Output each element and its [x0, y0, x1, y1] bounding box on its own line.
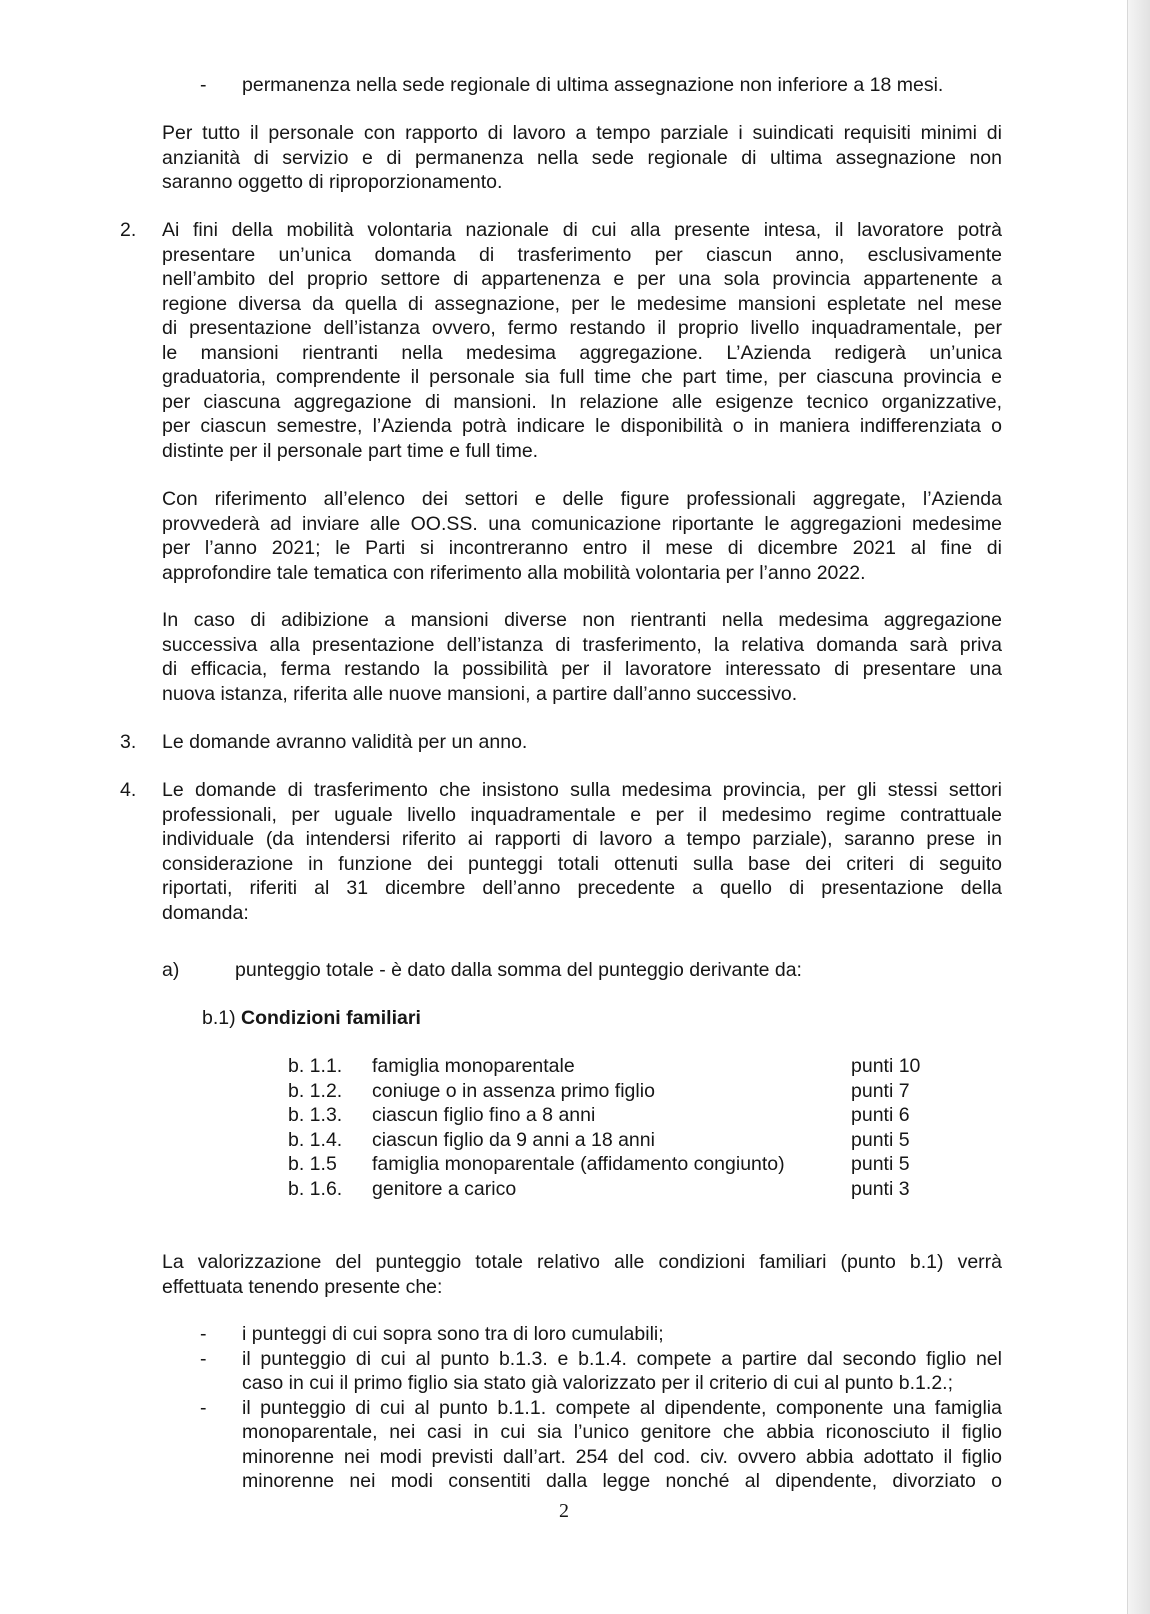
text-line: In caso di adibizione a mansioni diverse non rientranti nella medesima aggregazione [162, 609, 1002, 631]
text-line: professionali, per uguale livello inquadramentale e per il medesimo regime contrattuale [162, 803, 1002, 826]
text-line: Con riferimento all’elenco dei settori e delle figure professionali aggregate, l’Azienda [162, 488, 1002, 510]
row-code: b. 1.2. [288, 1079, 343, 1102]
bullet-text: il punteggio di cui al punto b.1.1. compete al dipendente, componente una famiglia [242, 1396, 1002, 1419]
bullet-text: caso in cui il primo figlio sia stato già valorizzato per il criterio di cui al punto b.1.2.; [242, 1372, 953, 1394]
text-line: di presentazione dell’istanza ovvero, fermo restando il proprio livello inquadramentale, per [162, 317, 1002, 339]
row-points: punti 7 [851, 1079, 910, 1102]
text-line: saranno oggetto di riproporzionamento. [162, 171, 503, 193]
row-description: coniuge o in assenza primo figlio [372, 1079, 655, 1102]
row-points: punti 5 [851, 1153, 910, 1175]
bullet-text: monoparentale, nei casi in cui sia l’unico genitore che abbia riconosciuto il figlio [242, 1421, 1002, 1443]
text-line: distinte per il personale part time e full time. [162, 439, 539, 462]
bullet-dash: - [200, 74, 207, 96]
row-code: b. 1.6. [288, 1177, 343, 1200]
row-description: ciascun figlio fino a 8 anni [372, 1104, 596, 1126]
bullet-text: il punteggio di cui al punto b.1.3. e b.1.4. compete a partire dal secondo figlio nel [242, 1347, 1002, 1370]
bullet-dash: - [200, 1323, 207, 1345]
text-line: provvederà ad inviare alle OO.SS. una comunicazione riportante le aggregazioni medesime [162, 512, 1002, 535]
row-points: punti 10 [851, 1055, 921, 1077]
bullet-dash: - [200, 1347, 207, 1370]
text-line: presentare un’unica domanda di trasferimento per ciascun anno, esclusivamente [162, 243, 1002, 266]
row-code: b. 1.1. [288, 1055, 343, 1077]
bullet-dash: - [200, 1396, 207, 1419]
bullet-text: i punteggi di cui sopra sono tra di loro cumulabili; [242, 1323, 664, 1345]
section-prefix: b.1) [202, 1007, 236, 1029]
row-description: genitore a carico [372, 1177, 517, 1200]
text-line: Le domande di trasferimento che insistono sulla medesima provincia, per gli stessi settori [162, 779, 1002, 801]
text-line: le mansioni rientranti nella medesima aggregazione. L’Azienda redigerà un’unica [162, 341, 1002, 364]
row-points: punti 6 [851, 1104, 910, 1126]
row-description: famiglia monoparentale [372, 1055, 575, 1077]
text-line: domanda: [162, 901, 249, 924]
row-points: punti 3 [851, 1177, 910, 1200]
sub-item-label: a) [162, 959, 180, 981]
bullet-text: minorenne nei modi previsti dall’art. 254 del cod. civ. ovvero abbia adottato il figlio [242, 1445, 1002, 1468]
item-number: 4. [120, 779, 137, 801]
row-code: b. 1.5 [288, 1153, 337, 1175]
text-line: riportati, riferiti al 31 dicembre dell’anno precedente a quello di presentazione della [162, 877, 1002, 899]
page-number: 2 [559, 1500, 569, 1522]
text-line: individuale (da intendersi riferito ai rapporti di lavoro a tempo parziale), saranno prese in [162, 828, 1002, 850]
row-code: b. 1.4. [288, 1128, 343, 1151]
row-description: famiglia monoparentale (affidamento congiunto) [372, 1153, 785, 1175]
text-line: considerazione in funzione dei punteggi totali ottenuti sulla base dei criteri di seguito [162, 852, 1002, 875]
row-description: ciascun figlio da 9 anni a 18 anni [372, 1128, 655, 1151]
text-line: per l’anno 2021; le Parti si incontreranno entro il mese di dicembre 2021 al fine di [162, 537, 1002, 559]
section-title: Condizioni familiari [241, 1007, 421, 1029]
row-code: b. 1.3. [288, 1104, 343, 1126]
page-edge [1127, 0, 1150, 1614]
section-heading [202, 1006, 421, 1031]
row-points: punti 5 [851, 1128, 910, 1151]
item-number: 3. [120, 731, 137, 753]
text-line: Ai fini della mobilità volontaria nazionale di cui alla presente intesa, il lavoratore potrà [162, 219, 1002, 241]
text-line: per ciascuna aggregazione di mansioni. In relazione alle esigenze tecnico organizzative, [162, 390, 1002, 413]
sub-item-text: punteggio totale - è dato dalla somma del punteggio derivante da: [235, 959, 802, 981]
text-line: La valorizzazione del punteggio totale relativo alle condizioni familiari (punto b.1) verrà [162, 1251, 1002, 1273]
text-line: approfondire tale tematica con riferimento alla mobilità volontaria per l’anno 2022. [162, 561, 866, 584]
text-line: anzianità di servizio e di permanenza nella sede regionale di ultima assegnazione non [162, 146, 1002, 169]
text-line: nell’ambito del proprio settore di appartenenza e per una sola provincia appartenente a [162, 268, 1002, 290]
text-line: Per tutto il personale con rapporto di lavoro a tempo parziale i suindicati requisiti minimi di [162, 122, 1002, 144]
text-line: per ciascun semestre, l’Azienda potrà indicare le disponibilità o in maniera indifferenziata o [162, 415, 1002, 437]
item-number: 2. [120, 219, 137, 241]
text-line: effettuata tenendo presente che: [162, 1275, 443, 1298]
paragraph-item-3: Le domande avranno validità per un anno. [162, 731, 528, 753]
text-line: successiva alla presentazione dell’istanza di trasferimento, la relativa domanda sarà priva [162, 633, 1002, 656]
text-line: nuova istanza, riferita alle nuove mansioni, a partire dall’anno successivo. [162, 682, 798, 705]
bullet-text: permanenza nella sede regionale di ultima assegnazione non inferiore a 18 mesi. [242, 74, 944, 96]
text-line: graduatoria, comprendente il personale sia full time che part time, per ciascuna provincia e [162, 366, 1002, 388]
text-line: di efficacia, ferma restando la possibilità per il lavoratore interessato di presentare una [162, 658, 1002, 680]
text-line: regione diversa da quella di assegnazione, per le medesime mansioni espletate nel mese [162, 292, 1002, 315]
bullet-text: minorenne nei modi consentiti dalla legge nonché al dipendente, divorziato o [242, 1470, 1002, 1492]
